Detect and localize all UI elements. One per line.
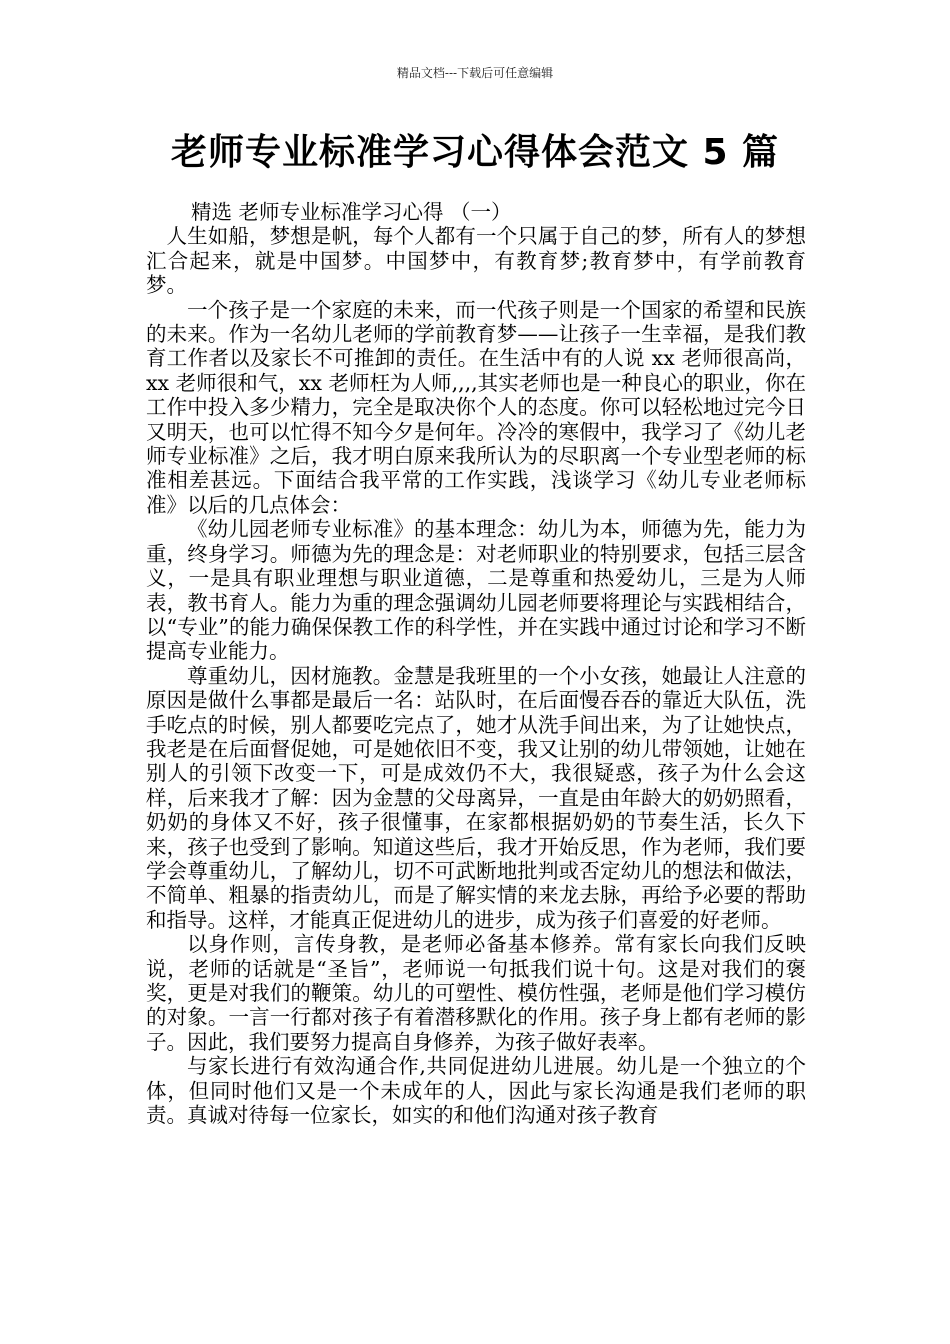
paragraph: 与家长进行有效沟通合作,共同促进幼儿进展。幼儿是一个独立的个体，但同时他们又是一个未成年的人，因此与家长沟通是我们老师的职责。真诚对待每一位家长，如实的和他们沟通对孩子教育 xyxy=(146,1054,806,1128)
page-header-note: 精品文档---下载后可任意编辑 xyxy=(396,66,554,80)
document-body xyxy=(146,200,806,1127)
paragraph: 尊重幼儿，因材施教。金慧是我班里的一个小女孩，她最让人注意的原因是做什么事都是最后一名：站队时，在后面慢吞吞的靠近大队伍，洗手吃点的时候，别人都要吃完点了，她才从洗手间出来，为了让她快点，我老是在后面督促她，可是她依旧不变，我又让别的幼儿带领她，让她在别人的引领下改变一下，可是成效仍不大，我很疑惑，孩子为什么会这样，后来我才了解：因为金慧的父母离异，一直是由年龄大的奶奶照看，奶奶的身体又不好，孩子很懂事，在家都根据奶奶的节奏生活，长久下来，孩子也受到了影响。知道这些后，我才开始反思，作为老师，我们要学会尊重幼儿，了解幼儿，切不可武断地批判或否定幼儿的想法和做法，不简单、粗暴的指责幼儿，而是了解实情的来龙去脉，再给予必要的帮助和指导。这样，才能真正促进幼儿的进步，成为孩子们喜爱的好老师。 xyxy=(146,663,806,932)
document-title: 老师专业标准学习心得体会范文 5 篇 xyxy=(170,132,780,173)
paragraph: 一个孩子是一个家庭的未来，而一代孩子则是一个国家的希望和民族的未来。作为一名幼儿老师的学前教育梦——让孩子一生幸福，是我们教育工作者以及家长不可推卸的责任。在生活中有的人说 xx 老师很高尚，xx 老师很和气，xx 老师枉为人师,,,,其实老师也是一种良心的职业，你在工作中投入多少精力，完全是取决你个人的态度。你可以轻松地过完今日又明天，也可以忙得不知今夕是何年。冷冷的寒假中，我学习了《幼儿老师专业标准》之后，我才明白原来我所认为的尽职离一个专业型老师的标准相差甚远。下面结合我平常的工作实践，浅谈学习《幼儿专业老师标准》以后的几点体会： xyxy=(146,297,806,517)
paragraph: 人生如船，梦想是帆，每个人都有一个只属于自己的梦，所有人的梦想汇合起来，就是中国梦。中国梦中，有教育梦;教育梦中，有学前教育梦。 xyxy=(146,224,806,298)
section-heading: 精选 老师专业标准学习心得 （一） xyxy=(191,200,512,224)
paragraph: 以身作则，言传身教，是老师必备基本修养。常有家长向我们反映说，老师的话就是“圣旨”，老师说一句抵我们说十句。这是对我们的褒奖，更是对我们的鞭策。幼儿的可塑性、模仿性强，老师是他们学习模仿的对象。一言一行都对孩子有着潜移默化的作用。孩子身上都有老师的影子。因此，我们要努力提高自身修养，为孩子做好表率。 xyxy=(146,932,806,1054)
paragraph: 《幼儿园老师专业标准》的基本理念：幼儿为本，师德为先，能力为重，终身学习。师德为先的理念是：对老师职业的特别要求，包括三层含义，一是具有职业理想与职业道德，二是尊重和热爱幼儿，三是为人师表，教书育人。能力为重的理念强调幼儿园老师要将理论与实践相结合，以“专业”的能力确保保教工作的科学性，并在实践中通过讨论和学习不断提高专业能力。 xyxy=(146,517,806,664)
